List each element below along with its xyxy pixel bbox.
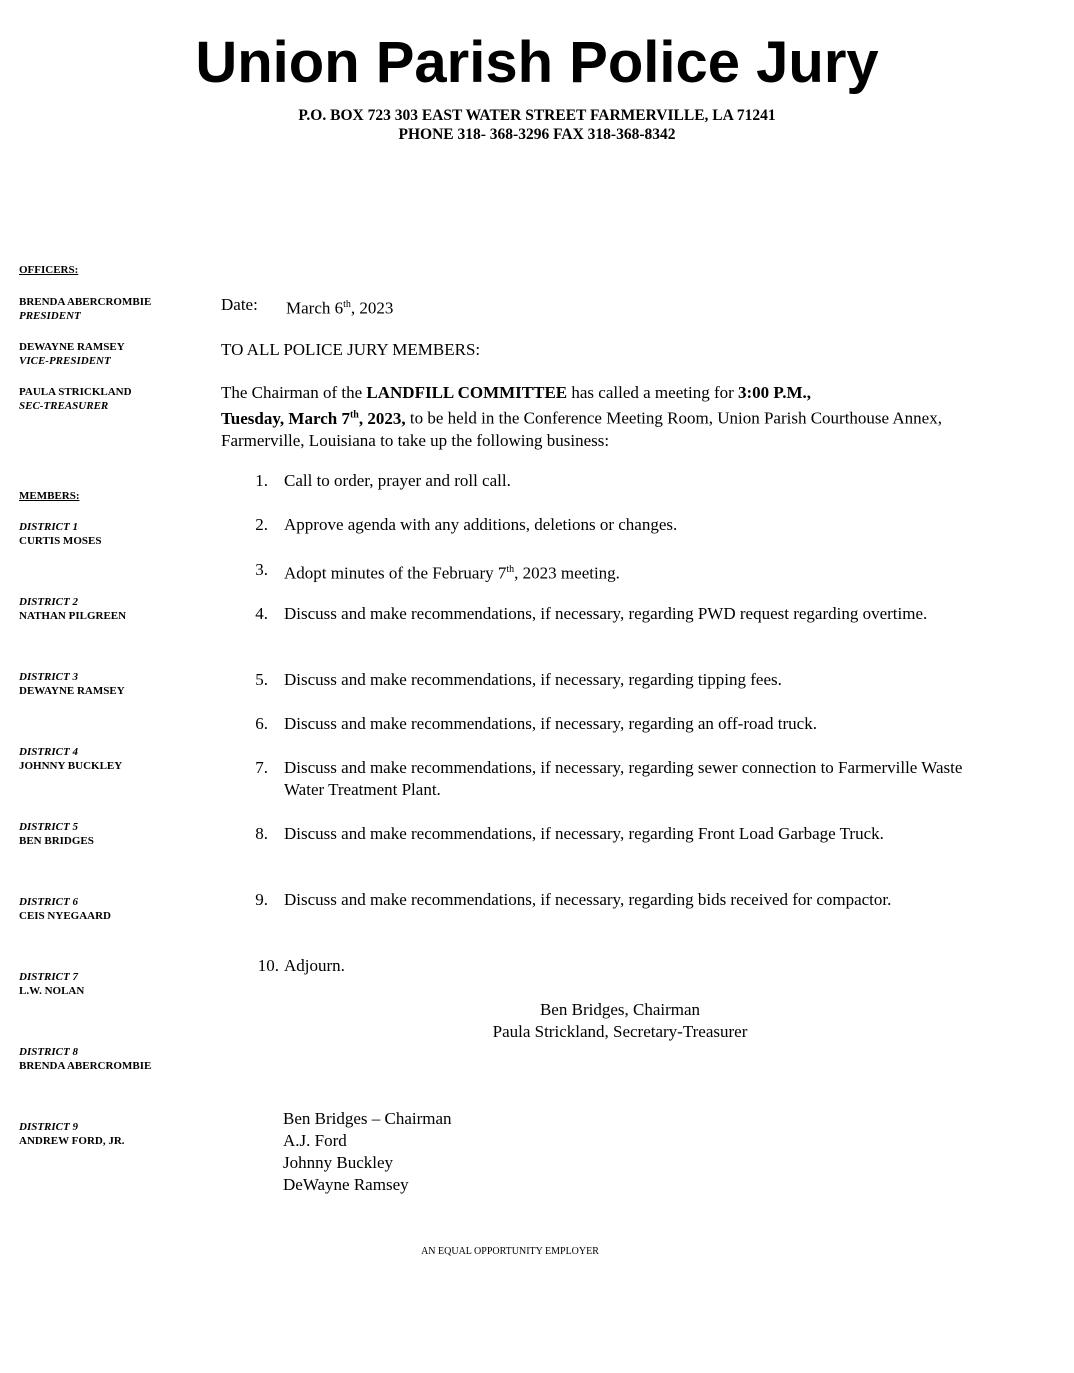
district-label: DISTRICT 7: [19, 971, 78, 983]
member-name: BEN BRIDGES: [19, 835, 94, 847]
member-entry: [19, 595, 126, 623]
equal-opportunity-footer: AN EQUAL OPPORTUNITY EMPLOYER: [421, 1246, 599, 1257]
chairman-signature: Ben Bridges, Chairman: [539, 1000, 701, 1019]
member-entry: [19, 520, 101, 548]
notice-date: March 6th, 2023: [286, 298, 394, 318]
members-heading: MEMBERS:: [19, 490, 80, 502]
officer-name: BRENDA ABERCROMBIE: [19, 296, 152, 308]
agenda-item: Adjourn.: [284, 956, 345, 975]
agenda-item-number: 6.: [255, 714, 268, 733]
member-name: NATHAN PILGREEN: [19, 610, 127, 622]
member-name: ANDREW FORD, JR.: [19, 1135, 125, 1147]
member-entry: [19, 745, 122, 773]
member-name: BRENDA ABERCROMBIE: [19, 1060, 152, 1072]
officers-heading: OFFICERS:: [19, 264, 79, 276]
officer-entry: [19, 295, 151, 323]
officer-title: PRESIDENT: [19, 310, 81, 322]
secretary-signature: Paula Strickland, Secretary-Treasurer: [492, 1022, 748, 1041]
date-label: Date:: [221, 295, 258, 314]
officer-title: SEC-TREASURER: [19, 400, 109, 412]
committee-member: DeWayne Ramsey: [283, 1175, 409, 1194]
meeting-time: 3:00 P.M.,: [738, 383, 812, 402]
agenda-item: Discuss and make recommendations, if necessary, regarding tipping fees.: [284, 670, 782, 689]
district-label: DISTRICT 2: [19, 596, 78, 608]
district-label: DISTRICT 9: [19, 1121, 78, 1133]
member-name: DEWAYNE RAMSEY: [19, 685, 125, 697]
agenda-item-number: 1.: [255, 471, 268, 490]
district-label: DISTRICT 1: [19, 521, 78, 533]
member-entry: [19, 1120, 125, 1148]
agenda-item-number: 2.: [255, 515, 268, 534]
agenda-item-number: 4.: [255, 604, 268, 623]
member-name: CURTIS MOSES: [19, 535, 102, 547]
agenda-item: Discuss and make recommendations, if necessary, regarding Front Load Garbage Truck.: [284, 824, 884, 843]
agenda-item: Discuss and make recommendations, if necessary, regarding an off-road truck.: [284, 714, 817, 733]
district-label: DISTRICT 6: [19, 896, 78, 908]
organization-title: Union Parish Police Jury: [195, 30, 879, 95]
officer-entry: [19, 385, 132, 413]
agenda-item-number: 5.: [255, 670, 268, 689]
committee-name: LANDFILL COMMITTEE: [366, 383, 568, 402]
agenda-item-number: 9.: [255, 890, 268, 909]
agenda-item-number: 10.: [257, 956, 279, 975]
member-name: JOHNNY BUCKLEY: [19, 760, 123, 772]
member-entry: [19, 670, 125, 698]
agenda-item: Approve agenda with any additions, deletions or changes.: [284, 515, 678, 534]
district-label: DISTRICT 8: [19, 1046, 78, 1058]
agenda-item: Discuss and make recommendations, if necessary, regarding PWD request regarding overtime.: [284, 604, 928, 623]
officer-name: DEWAYNE RAMSEY: [19, 341, 125, 353]
agenda-item: Adopt minutes of the February 7th, 2023 meeting.: [284, 563, 620, 583]
agenda-item: Call to order, prayer and roll call.: [284, 471, 511, 490]
agenda-item-number: 3.: [255, 560, 268, 579]
officer-title: VICE-PRESIDENT: [19, 355, 111, 367]
member-entry: [19, 1045, 151, 1073]
member-name: L.W. NOLAN: [19, 985, 85, 997]
district-label: DISTRICT 4: [19, 746, 78, 758]
committee-member: Johnny Buckley: [283, 1153, 394, 1172]
member-name: CEIS NYEGAARD: [19, 910, 111, 922]
committee-member: Ben Bridges – Chairman: [283, 1109, 452, 1128]
agenda-item-number: 7.: [255, 758, 268, 777]
agenda-item-number: 8.: [255, 824, 268, 843]
member-entry: [19, 895, 111, 923]
meeting-date: Tuesday, March 7th, 2023,: [221, 408, 406, 428]
district-label: DISTRICT 5: [19, 821, 78, 833]
phone-fax-line: PHONE 318- 368-3296 FAX 318-368-8342: [398, 126, 676, 143]
member-entry: [19, 970, 84, 998]
district-label: DISTRICT 3: [19, 671, 78, 683]
salutation: TO ALL POLICE JURY MEMBERS:: [221, 340, 481, 359]
officer-entry: [19, 340, 125, 368]
agenda-item: Discuss and make recommendations, if necessary, regarding bids received for compactor.: [284, 890, 892, 909]
officer-name: PAULA STRICKLAND: [19, 386, 132, 398]
meeting-announcement: The Chairman of the LANDFILL COMMITTEE has called a meeting for 3:00 P.M., Tuesday, March 7th, 2023, to be held in the Conference Meeting Room, Union Parish Courthouse Annex, Farmerville, Louisiana to take up the following business:: [221, 383, 942, 450]
agenda-item: Discuss and make recommendations, if necessary, regarding sewer connection to Farmerville Waste Water Treatment Plant.: [284, 758, 963, 799]
address-line: P.O. BOX 723 303 EAST WATER STREET FARMERVILLE, LA 71241: [298, 107, 776, 124]
committee-member: A.J. Ford: [283, 1131, 347, 1150]
member-entry: [19, 820, 94, 848]
